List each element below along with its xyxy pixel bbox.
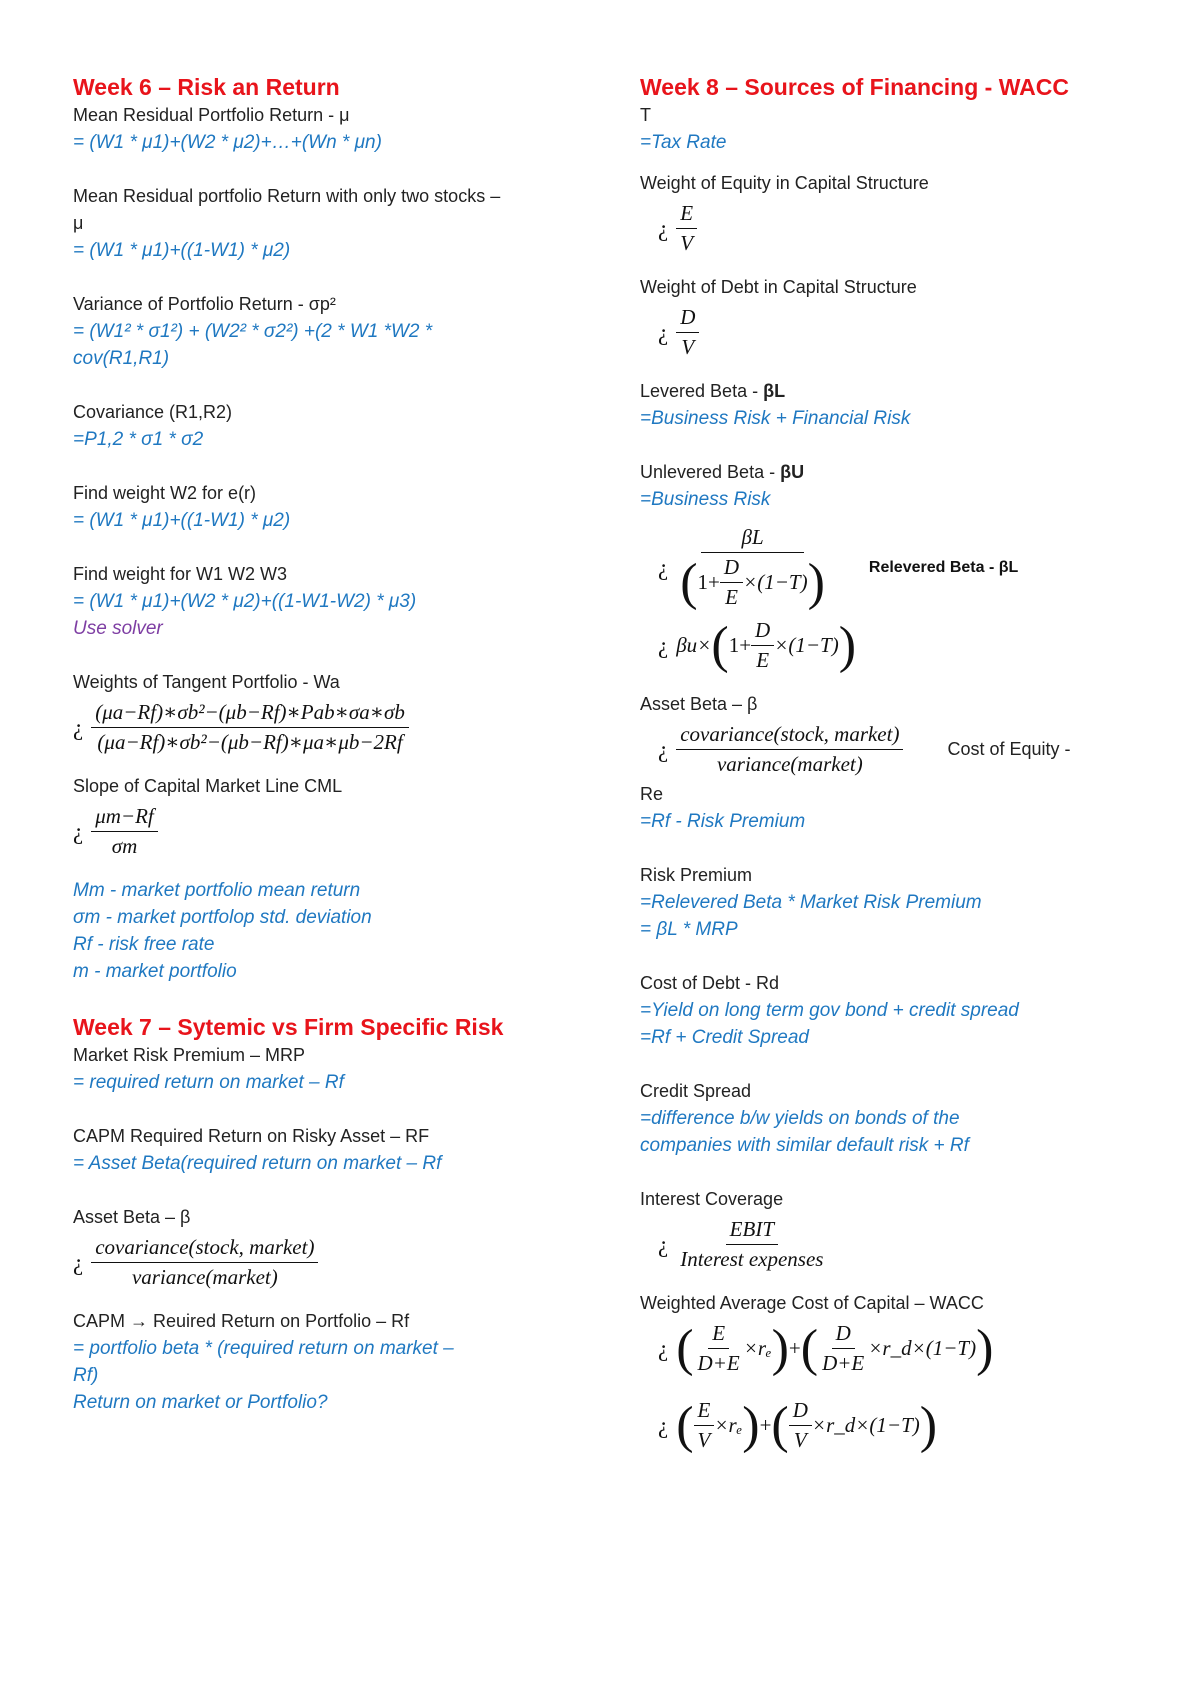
close-paren: ) [771,1319,789,1377]
w3-formula: = (W1 * μ1)+(W2 * μ2)+((1-W1-W2) * μ3) [73,591,417,612]
credit-spread-formula: =difference b/w yields on bonds of the [640,1108,960,1129]
asset-beta-equation-right [658,722,1160,777]
covariance-formula: =P1,2 * σ1 * σ2 [73,429,204,450]
cml-equation [73,804,573,859]
def-line: m - market portfolio [73,961,237,982]
mrp-label: Market Risk Premium – MRP [73,1045,306,1065]
e-denominator: E [725,585,738,609]
mean2-label: Mean Residual portfolio Return with only two stocks – [73,186,501,206]
asset-beta-fraction [91,1235,318,1290]
debt-weight-denominator: V [681,335,695,359]
tangent-fraction [91,700,409,755]
risk-premium-formula-cont: = βL * MRP [640,919,738,940]
open-paren: ( [676,1319,694,1377]
open-paren: ( [680,553,698,611]
cost-of-equity-formula: =Rf - Risk Premium [640,811,806,832]
credit-spread-label: Credit Spread [640,1081,752,1101]
week8-heading: Week 8 – Sources of Financing - WACC [640,74,1069,100]
week6-heading: Week 6 – Risk an Return [73,74,340,100]
risk-premium-formula: =Relevered Beta * Market Risk Premium [640,892,982,913]
inverted-question-glyph: ¿ [658,215,669,241]
open-paren: ( [771,1396,789,1454]
relevered-beta-note: Relevered Beta - βL [868,558,1019,576]
rd-term: ×r_d×(1−T) [868,1336,977,1360]
debt-weight-fraction [676,305,699,360]
d-plus-e-denominator: D+E [697,1351,740,1375]
inverted-question-glyph: ¿ [73,818,84,844]
e-denominator: E [756,648,770,672]
unlevered-beta-fraction [676,525,829,610]
cml-numerator: μm−Rf [91,804,158,832]
levered-beta-formula: =Business Risk + Financial Risk [640,408,911,429]
inverted-question-glyph: ¿ [73,714,84,740]
cost-of-equity-label: Cost of Equity - [947,739,1071,759]
one-plus: 1+ [728,633,752,657]
d-numerator: D [789,1398,812,1426]
unlevered-beta-formula: =Business Risk [640,489,771,510]
unlevered-beta-symbol: βU [780,462,805,482]
inverted-question-glyph: ¿ [658,554,669,580]
interest-coverage-equation [658,1217,1160,1272]
tax-formula: =Tax Rate [640,132,727,153]
d-numerator: D [751,618,774,646]
asset-beta-label: Asset Beta – β [73,1207,191,1227]
cost-of-debt-label: Cost of Debt - Rd [640,973,780,993]
wacc-equation-2 [658,1398,1160,1453]
cost-of-debt-formula-cont: =Rf + Credit Spread [640,1027,809,1048]
levered-beta-text: Levered Beta - [640,381,764,401]
debt-weight-equation [658,305,1160,360]
d-over-d-plus-e [818,1321,868,1376]
one-plus: 1+ [697,570,720,594]
cml-label: Slope of Capital Market Line CML [73,776,343,796]
tangent-denominator: (μa−Rf)∗σb²−(μb−Rf)∗μa∗μb−2Rf [97,730,403,754]
mean2-label-cont: μ [73,213,84,233]
capm-portfolio-label: CAPM → Reuired Return on Portfolio – Rf [73,1311,410,1331]
variance-formula-cont: cov(R1,R1) [73,348,170,369]
equity-weight-label: Weight of Equity in Capital Structure [640,173,929,193]
close-paren: ) [742,1396,760,1454]
open-paren: ( [800,1319,819,1377]
capm-label: CAPM Required Return on Risky Asset – RF [73,1126,430,1146]
w3-label: Find weight for W1 W2 W3 [73,564,288,584]
asset-beta-label-right: Asset Beta – β [640,694,758,714]
mean-label: Mean Residual Portfolio Return - μ [73,105,350,125]
asset-beta-numerator: covariance(stock, market) [91,1235,318,1263]
plus-sign: + [788,1336,801,1360]
asset-beta-numerator-right: covariance(stock, market) [676,722,903,750]
e-over-v [694,1398,715,1453]
credit-spread-formula-cont: companies with similar default risk + Rf [640,1135,969,1156]
variance-formula: = (W1² * σ1²) + (W2² * σ2²) +(2 * W1 *W2 * [73,321,433,342]
d-numerator: D [720,555,743,583]
tangent-label: Weights of Tangent Portfolio - Wa [73,672,340,692]
close-paren: ) [838,616,857,674]
interest-coverage-denominator: Interest expenses [680,1247,824,1271]
relevered-beta-equation [658,618,1160,673]
tangent-numerator: (μa−Rf)∗σb²−(μb−Rf)∗Pab∗σa∗σb [91,700,409,728]
equity-weight-equation [658,201,1160,256]
e-numerator: E [708,1321,729,1349]
cml-denominator: σm [111,834,138,858]
e-over-d-plus-e [694,1321,744,1376]
unlevered-beta-denominator [676,553,829,610]
solver-note: Use solver [73,618,163,639]
tax-label: T [640,105,651,125]
d-numerator: D [832,1321,855,1349]
tangent-equation [73,700,573,755]
inverted-question-glyph: ¿ [658,319,669,345]
e-numerator: E [694,1398,715,1426]
capm-portfolio-formula: = portfolio beta * (required return on market – [73,1338,454,1359]
tax-factor: ×(1−T) [743,570,808,594]
inverted-question-glyph: ¿ [658,736,669,762]
risk-premium-label: Risk Premium [640,865,753,885]
v-denominator: V [697,1428,711,1452]
wacc-equation-1 [658,1321,1160,1376]
inverted-question-glyph: ¿ [658,1335,669,1361]
d-over-v [789,1398,812,1453]
unlevered-beta-numerator: βL [701,525,803,553]
cml-fraction [91,804,158,859]
mean2-formula: = (W1 * μ1)+((1-W1) * μ2) [73,240,291,261]
equity-weight-fraction [676,201,697,256]
mrp-formula: = required return on market – Rf [73,1072,344,1093]
plus-sign: + [759,1413,772,1437]
equity-weight-numerator: E [676,201,697,229]
inverted-question-glyph: ¿ [658,632,669,658]
cost-of-debt-formula: =Yield on long term gov bond + credit spread [640,1000,1019,1021]
levered-beta-symbol: βL [763,381,786,401]
wacc-label: Weighted Average Cost of Capital – WACC [640,1293,984,1313]
def-line: σm - market portfolop std. deviation [73,907,372,928]
interest-coverage-numerator: EBIT [726,1217,778,1245]
def-line: Mm - market portfolio mean return [73,880,361,901]
def-line: Rf - risk free rate [73,934,215,955]
capm-portfolio-formula-cont: Rf) [73,1365,99,1386]
capm-portfolio-question: Return on market or Portfolio? [73,1392,328,1413]
inverted-question-glyph: ¿ [658,1412,669,1438]
asset-beta-denominator: variance(market) [131,1265,278,1289]
unlevered-beta-text: Unlevered Beta - [640,462,781,482]
tax-factor: ×(1−T) [774,633,839,657]
open-paren: ( [676,1396,694,1454]
d-over-e [720,555,743,610]
asset-beta-denominator-right: variance(market) [716,752,863,776]
re-term: ×rₑ [714,1413,743,1437]
beta-u-times: βu× [676,633,712,657]
capm-formula: = Asset Beta(required return on market – Rf [73,1153,442,1174]
close-paren: ) [919,1396,938,1454]
rd-term: ×r_d×(1−T) [811,1413,920,1437]
left-column [73,72,573,1416]
variance-label: Variance of Portfolio Return - σp² [73,294,336,314]
inverted-question-glyph: ¿ [658,1231,669,1257]
w2-formula: = (W1 * μ1)+((1-W1) * μ2) [73,510,291,531]
close-paren: ) [976,1319,994,1377]
interest-coverage-label: Interest Coverage [640,1189,784,1209]
debt-weight-label: Weight of Debt in Capital Structure [640,277,917,297]
w2-label: Find weight W2 for e(r) [73,483,257,503]
d-over-e [751,618,774,673]
mean-formula: = (W1 * μ1)+(W2 * μ2)+…+(Wn * μn) [73,132,382,153]
unlevered-beta-equation [658,525,1160,610]
close-paren: ) [807,553,825,611]
interest-coverage-fraction [676,1217,827,1272]
right-column [640,72,1160,1457]
open-paren: ( [711,616,729,674]
levered-beta-label [640,378,1160,405]
equity-weight-denominator: V [680,231,694,255]
debt-weight-numerator: D [676,305,699,333]
re-term: ×rₑ [743,1336,772,1360]
week7-heading: Week 7 – Sytemic vs Firm Specific Risk [73,1014,504,1040]
cost-of-equity-label-cont: Re [640,784,664,804]
unlevered-beta-label [640,459,1160,486]
asset-beta-equation [73,1235,573,1290]
d-plus-e-denominator: D+E [822,1351,865,1375]
inverted-question-glyph: ¿ [73,1249,84,1275]
asset-beta-fraction-right [676,722,903,777]
v-denominator: V [793,1428,807,1452]
covariance-label: Covariance (R1,R2) [73,402,233,422]
